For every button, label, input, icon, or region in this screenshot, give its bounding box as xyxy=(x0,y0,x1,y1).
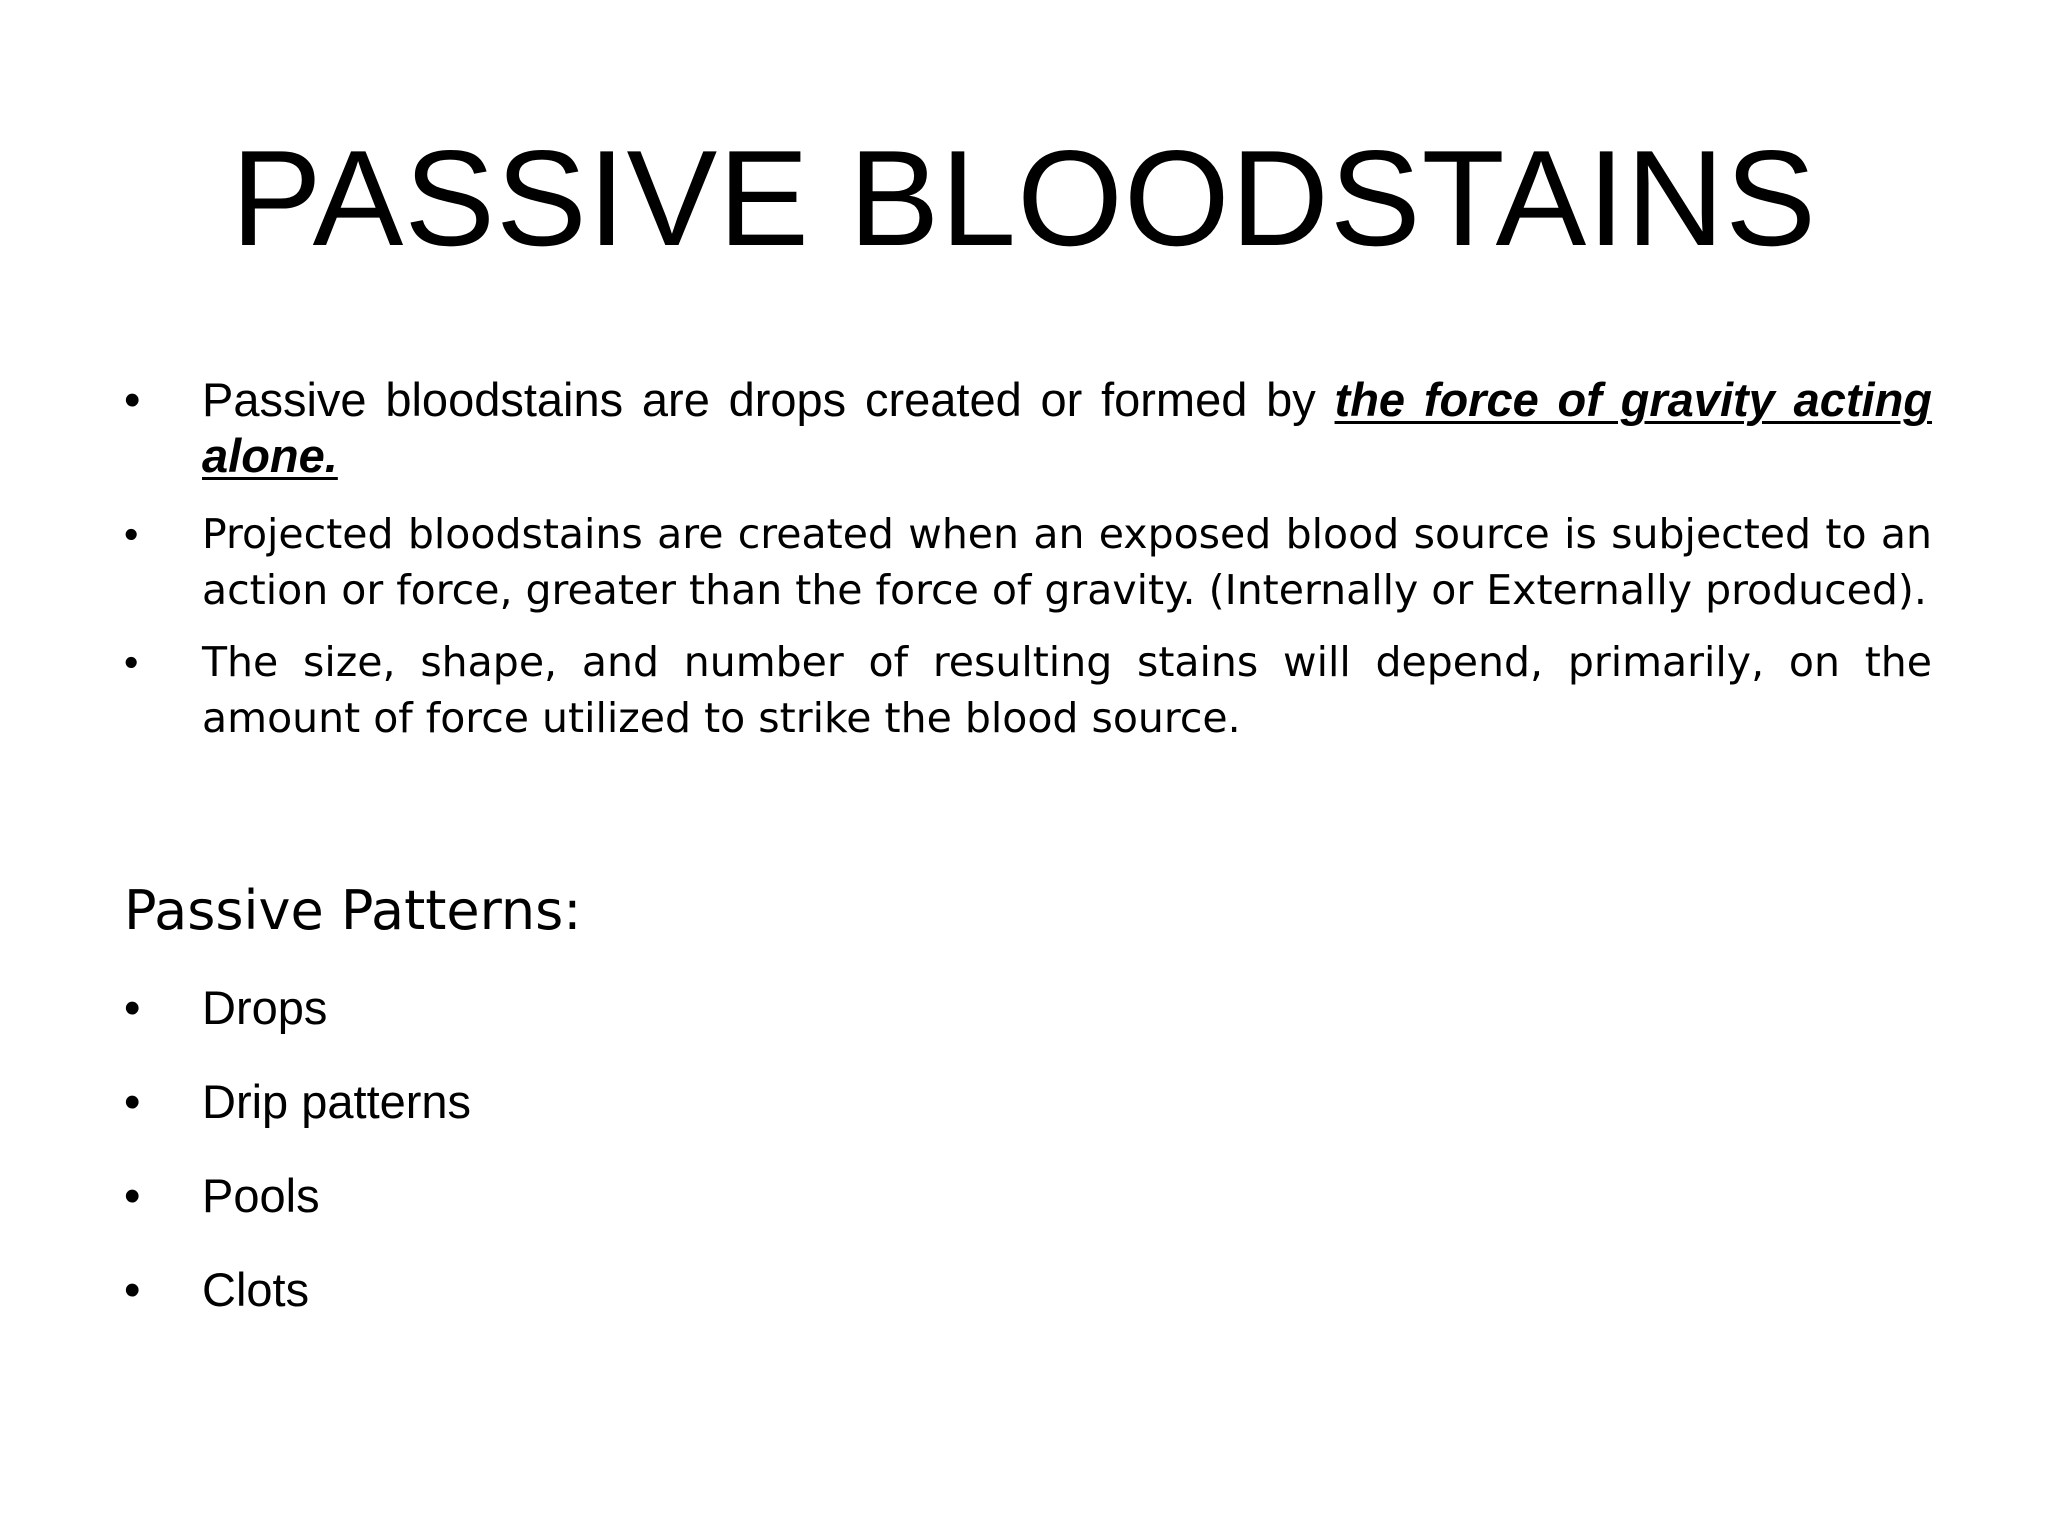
list-item xyxy=(124,372,1932,484)
list-item xyxy=(124,506,1932,618)
definition-bullet-list xyxy=(124,372,1932,746)
bullet-text: Projected bloodstains are created when an exposed blood source is subjected to an action or force, greater than the force of gravity. (Internally or Externally produced). xyxy=(202,510,1932,614)
list-item xyxy=(124,1072,1024,1166)
bullet-text: The size, shape, and number of resulting stains will depend, primarily, on the amount of force utilized to strike the blood source. xyxy=(202,638,1932,742)
bullet-icon: • xyxy=(124,1075,141,1128)
pattern-label: Drops xyxy=(202,981,328,1034)
bullet-text: Passive bloodstains are drops created or formed by xyxy=(202,373,1335,426)
patterns-list xyxy=(124,978,1024,1354)
patterns-heading: Passive Patterns: xyxy=(124,879,582,942)
list-item xyxy=(124,978,1024,1072)
bullet-icon: • xyxy=(124,1169,141,1222)
bullet-icon: • xyxy=(124,639,139,685)
pattern-label: Clots xyxy=(202,1263,310,1316)
bullet-icon: • xyxy=(124,373,141,426)
bullet-icon: • xyxy=(124,981,141,1034)
list-item xyxy=(124,1260,1024,1354)
bullet-icon: • xyxy=(124,511,139,557)
list-item xyxy=(124,1166,1024,1260)
pattern-label: Drip patterns xyxy=(202,1075,472,1128)
list-item xyxy=(124,634,1932,746)
bullet-emphasis: the force of gravity acting alone. xyxy=(202,373,1932,482)
slide-title: PASSIVE BLOODSTAINS xyxy=(231,122,1817,274)
bullet-icon: • xyxy=(124,1263,141,1316)
pattern-label: Pools xyxy=(202,1169,320,1222)
